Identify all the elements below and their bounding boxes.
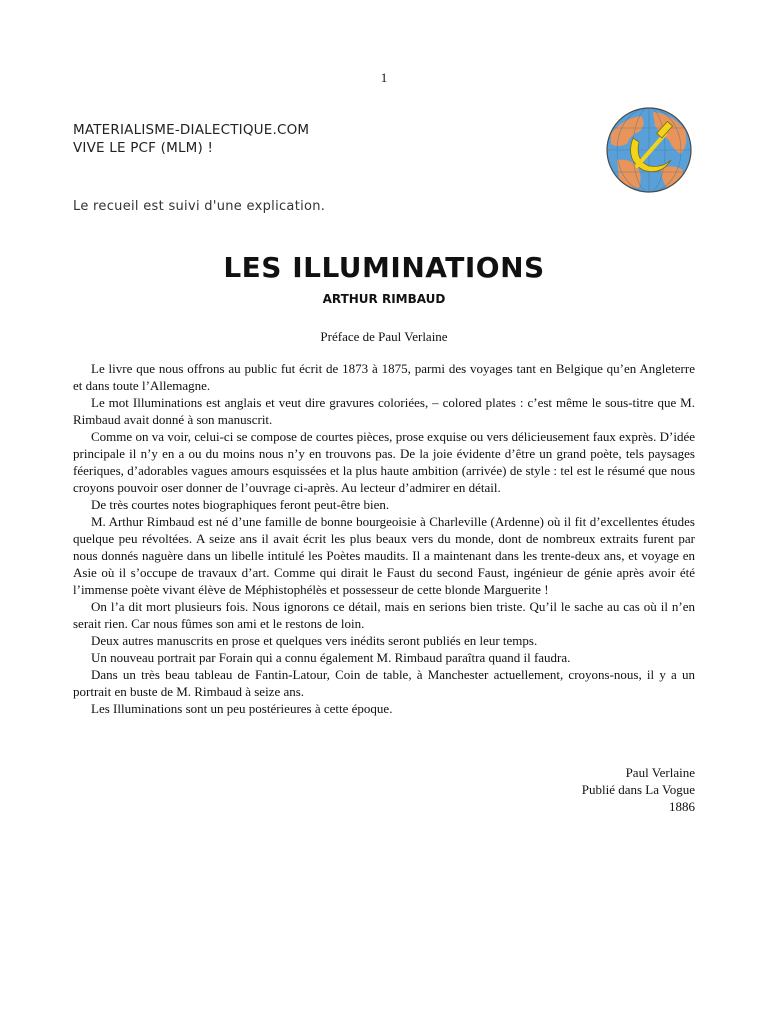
publication-source: Publié dans La Vogue <box>581 782 695 797</box>
site-name: MATERIALISME-DIALECTIQUE.COM <box>73 122 310 138</box>
paragraph: M. Arthur Rimbaud est né d’une famille de bonne bourgeoisie à Charleville (Ardenne) où il fit d’excellentes études quelque peu révoltées. A seize ans il avait écrit les plus beaux vers du monde, dont de nombreux extraits furent par nous donnés naguère dans un libelle intitulé les Poètes maudits. Il a maintenant dans les trente-deux ans, et voyage en Asie où il s’occupe de travaux d’art. Comme qui dirait le Faust du second Faust, ingénieur de génie après avoir été l’immense poète vivant élève de Méphistophélès et possesseur de cette blonde Marguerite ! <box>73 514 695 597</box>
preface-body <box>73 360 695 717</box>
paragraph: Le livre que nous offrons au public fut écrit de 1873 à 1875, parmi des voyages tant en Belgique qu’en Angleterre et dans toute l’Allemagne. <box>73 361 695 393</box>
signature-block <box>582 764 695 815</box>
publication-year: 1886 <box>669 799 695 814</box>
site-header <box>73 121 309 157</box>
paragraph: Un nouveau portrait par Forain qui a connu également M. Rimbaud paraîtra quand il faudra. <box>91 650 571 665</box>
signature-name: Paul Verlaine <box>625 765 695 780</box>
page-title: LES ILLUMINATIONS <box>223 251 545 284</box>
paragraph: Les Illuminations sont un peu postérieures à cette époque. <box>91 701 393 716</box>
paragraph: Deux autres manuscrits en prose et quelques vers inédits seront publiés en leur temps. <box>91 633 538 648</box>
globe-hammer-sickle-icon <box>603 104 695 196</box>
paragraph: Dans un très beau tableau de Fantin-Latour, Coin de table, à Manchester actuellement, croyons-nous, il y a un portrait en buste de M. Rimbaud à seize ans. <box>73 667 695 699</box>
preface-title: Préface de Paul Verlaine <box>320 329 448 344</box>
paragraph: On l’a dit mort plusieurs fois. Nous ignorons ce détail, mais en serions bien triste. Qu’il le sache au cas où il n’en serait rien. Car nous fûmes son ami et le restons de loin. <box>73 599 695 631</box>
paragraph: De très courtes notes biographiques feront peut-être bien. <box>91 497 390 512</box>
paragraph: Comme on va voir, celui-ci se compose de courtes pièces, prose exquise ou vers délicieusement faux exprès. D’idée principale il n’y en a ou du moins nous n’y en trouvons pas. De la joie évidente d’être un grand poète, tels paysages féeriques, d’adorables vagues amours esquissées et la plus haute ambition (arrivée) de style : tel est le résumé que nous croyons pouvoir oser donner de l’ouvrage ci-après. Au lecteur d’admirer en détail. <box>73 429 695 495</box>
paragraph: Le mot Illuminations est anglais et veut dire gravures coloriées, – colored plates : c’est même le sous-titre que M. Rimbaud avait donné à son manuscrit. <box>73 395 695 427</box>
slogan: VIVE LE PCF (MLM) ! <box>73 140 214 156</box>
collection-note: Le recueil est suivi d'une explication. <box>73 199 326 214</box>
author-name: ARTHUR RIMBAUD <box>322 292 446 306</box>
page-number: 1 <box>380 70 388 85</box>
